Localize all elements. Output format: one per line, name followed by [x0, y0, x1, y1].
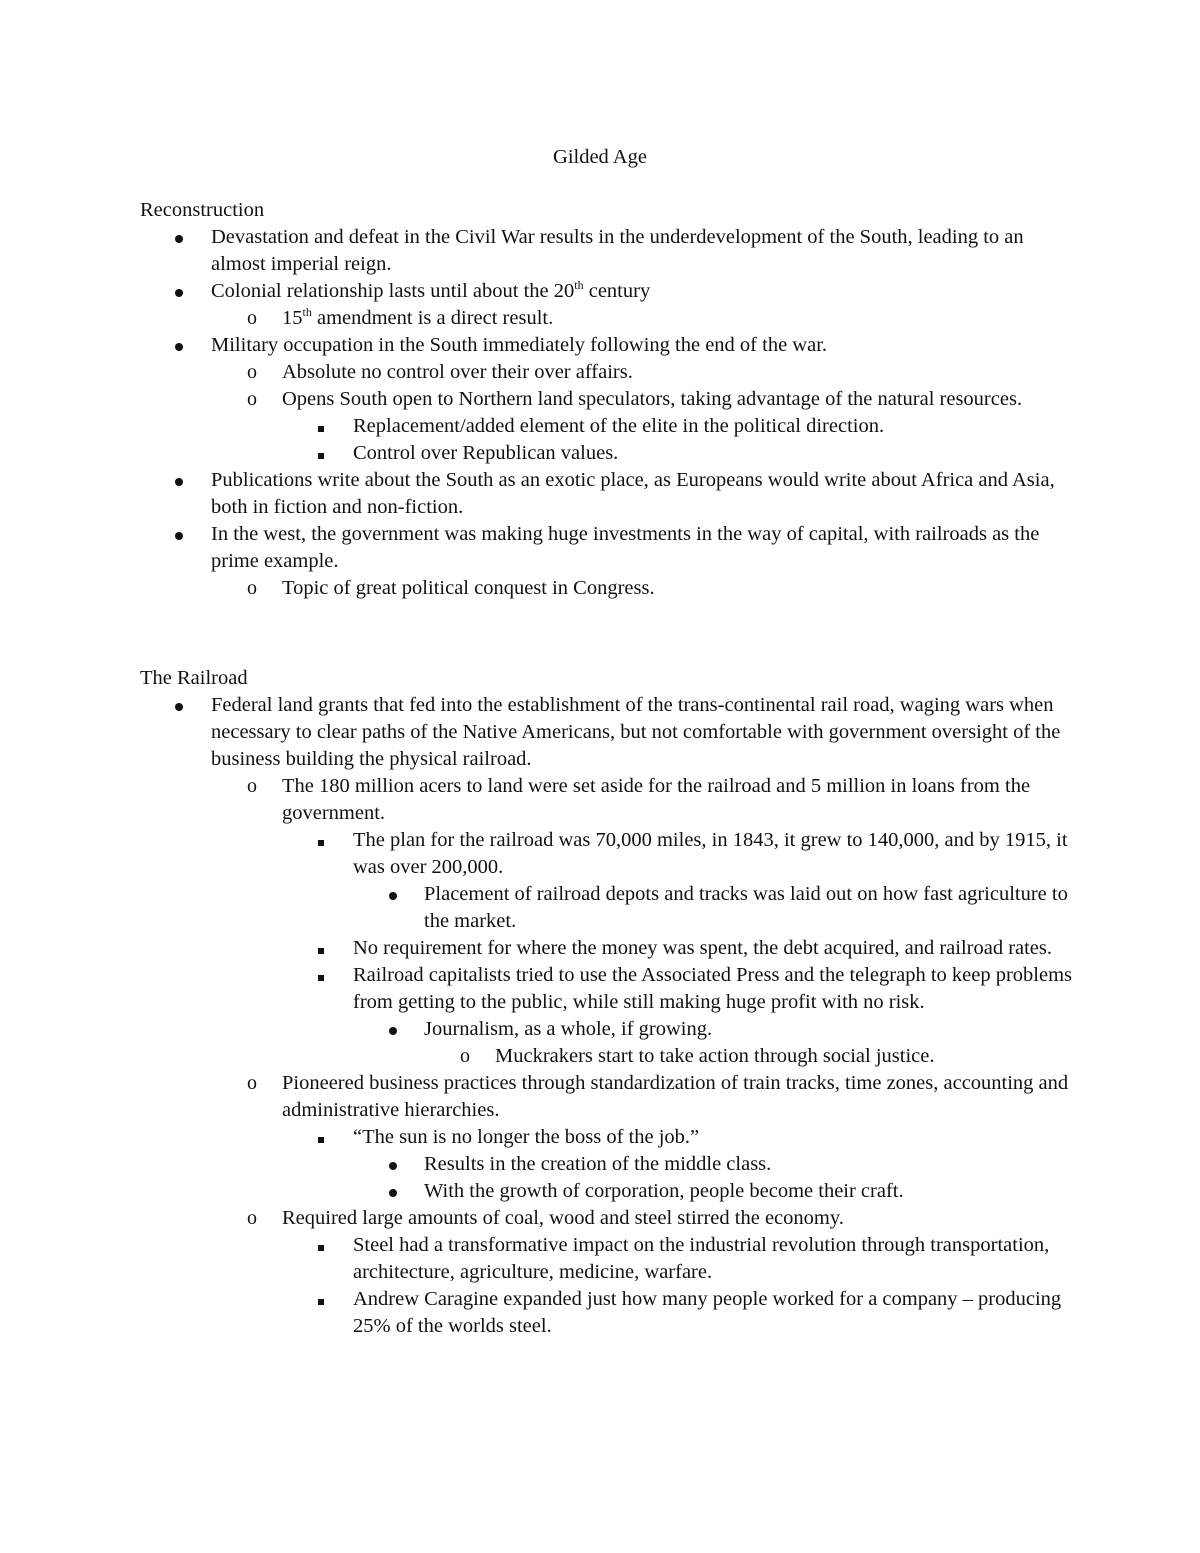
circle-marker-icon: o: [247, 775, 257, 797]
bullet-marker-icon: [389, 1178, 397, 1205]
section-heading: Reconstruction: [140, 199, 265, 221]
circle-marker-icon: o: [247, 388, 257, 410]
list-item-text: Absolute no control over their over affairs.: [282, 361, 633, 383]
list-item-text: Muckrakers start to take action through social justice.: [495, 1045, 935, 1067]
list-item: [140, 521, 1080, 575]
section-railroad: [140, 665, 1080, 1340]
circle-marker-icon: o: [247, 307, 257, 329]
square-marker-icon: [318, 827, 324, 854]
circle-marker-icon: o: [460, 1045, 470, 1067]
list-item: [140, 1178, 1080, 1205]
section-heading: The Railroad: [140, 667, 248, 689]
bullet-marker-icon: [175, 224, 183, 251]
list-item: [140, 1232, 1080, 1286]
list-item-text: Devastation and defeat in the Civil War results in the underdevelopment of the South, leading to an almost imperial reign.: [211, 226, 1024, 275]
list-item-text: No requirement for where the money was spent, the debt acquired, and railroad rates.: [353, 937, 1053, 959]
list-item-text: Required large amounts of coal, wood and steel stirred the economy.: [282, 1207, 844, 1229]
list-item-text: “The sun is no longer the boss of the job.”: [353, 1126, 700, 1148]
circle-marker-icon: o: [247, 577, 257, 599]
list-item-text: 15: [282, 307, 303, 329]
square-marker-icon: [318, 1286, 324, 1313]
bullet-marker-icon: [389, 1016, 397, 1043]
list-item-text: Federal land grants that fed into the establishment of the trans-continental rail road, waging wars when necessary to clear paths of the Native Americans, but not comfortable with government oversight of the business building the physical railroad.: [211, 694, 1061, 770]
list-item: [140, 827, 1080, 881]
square-marker-icon: [318, 1124, 324, 1151]
list-item-text: Journalism, as a whole, if growing.: [424, 1018, 713, 1040]
square-marker-icon: [318, 413, 324, 440]
list-item-text-continued: amendment is a direct result.: [311, 307, 554, 329]
square-marker-icon: [318, 935, 324, 962]
list-item: [140, 1205, 1080, 1232]
section-reconstruction: [140, 197, 1080, 602]
list-item: [140, 1016, 1080, 1043]
list-item-text-continued: century: [583, 280, 651, 302]
list-item: [140, 224, 1080, 278]
list-item: [140, 1286, 1080, 1340]
bullet-marker-icon: [175, 467, 183, 494]
list-item: [140, 1124, 1080, 1151]
bullet-marker-icon: [175, 692, 183, 719]
list-item: [140, 386, 1080, 413]
list-item-text: Results in the creation of the middle class.: [424, 1153, 772, 1175]
list-item-text: Topic of great political conquest in Congress.: [282, 577, 655, 599]
bullet-list: [140, 692, 1080, 1340]
list-item-text: Placement of railroad depots and tracks was laid out on how fast agriculture to the market.: [424, 883, 1068, 932]
list-item: [140, 773, 1080, 827]
list-item-text: The 180 million acers to land were set aside for the railroad and 5 million in loans from the government.: [282, 775, 1031, 824]
list-item: [140, 1043, 1080, 1070]
list-item-text: Publications write about the South as an exotic place, as Europeans would write about Africa and Asia, both in fiction and non-fiction.: [211, 469, 1055, 518]
list-item: [140, 962, 1080, 1016]
bullet-marker-icon: [175, 521, 183, 548]
list-item: [140, 1151, 1080, 1178]
bullet-marker-icon: [175, 332, 183, 359]
list-item-text: Replacement/added element of the elite in the political direction.: [353, 415, 885, 437]
list-item: [140, 575, 1080, 602]
list-item: [140, 1070, 1080, 1124]
list-item-text: Colonial relationship lasts until about the 20: [211, 280, 575, 302]
list-item: [140, 935, 1080, 962]
list-item-text: Pioneered business practices through standardization of train tracks, time zones, accounting and administrative hierarchies.: [282, 1072, 1069, 1121]
list-item: [140, 332, 1080, 359]
square-marker-icon: [318, 440, 324, 467]
list-item-text: Military occupation in the South immediately following the end of the war.: [211, 334, 828, 356]
list-item: [140, 278, 1080, 305]
document-title: Gilded Age: [553, 146, 647, 168]
circle-marker-icon: o: [247, 361, 257, 383]
square-marker-icon: [318, 962, 324, 989]
circle-marker-icon: o: [247, 1207, 257, 1229]
list-item: [140, 692, 1080, 773]
bullet-marker-icon: [389, 881, 397, 908]
superscript-text: th: [574, 278, 584, 293]
list-item-text: Railroad capitalists tried to use the Associated Press and the telegraph to keep problems from getting to the public, while still making huge profit with no risk.: [353, 964, 1073, 1013]
list-item: [140, 881, 1080, 935]
list-item: [140, 440, 1080, 467]
list-item-text: Opens South open to Northern land speculators, taking advantage of the natural resources.: [282, 388, 1023, 410]
bullet-marker-icon: [389, 1151, 397, 1178]
list-item-text: Andrew Caragine expanded just how many people worked for a company – producing 25% of the worlds steel.: [353, 1288, 1062, 1337]
bullet-marker-icon: [175, 278, 183, 305]
square-marker-icon: [318, 1232, 324, 1259]
list-item-text: The plan for the railroad was 70,000 miles, in 1843, it grew to 140,000, and by 1915, it was over 200,000.: [353, 829, 1068, 878]
list-item: [140, 305, 1080, 332]
circle-marker-icon: o: [247, 1072, 257, 1094]
list-item-text: With the growth of corporation, people become their craft.: [424, 1180, 904, 1202]
list-item-text: Control over Republican values.: [353, 442, 619, 464]
list-item: [140, 413, 1080, 440]
list-item-text: Steel had a transformative impact on the industrial revolution through transportation, architecture, agriculture, medicine, warfare.: [353, 1234, 1050, 1283]
list-item-text: In the west, the government was making huge investments in the way of capital, with railroads as the prime example.: [211, 523, 1040, 572]
superscript-text: th: [302, 305, 312, 320]
list-item: [140, 467, 1080, 521]
bullet-list: [140, 224, 1080, 602]
list-item: [140, 359, 1080, 386]
